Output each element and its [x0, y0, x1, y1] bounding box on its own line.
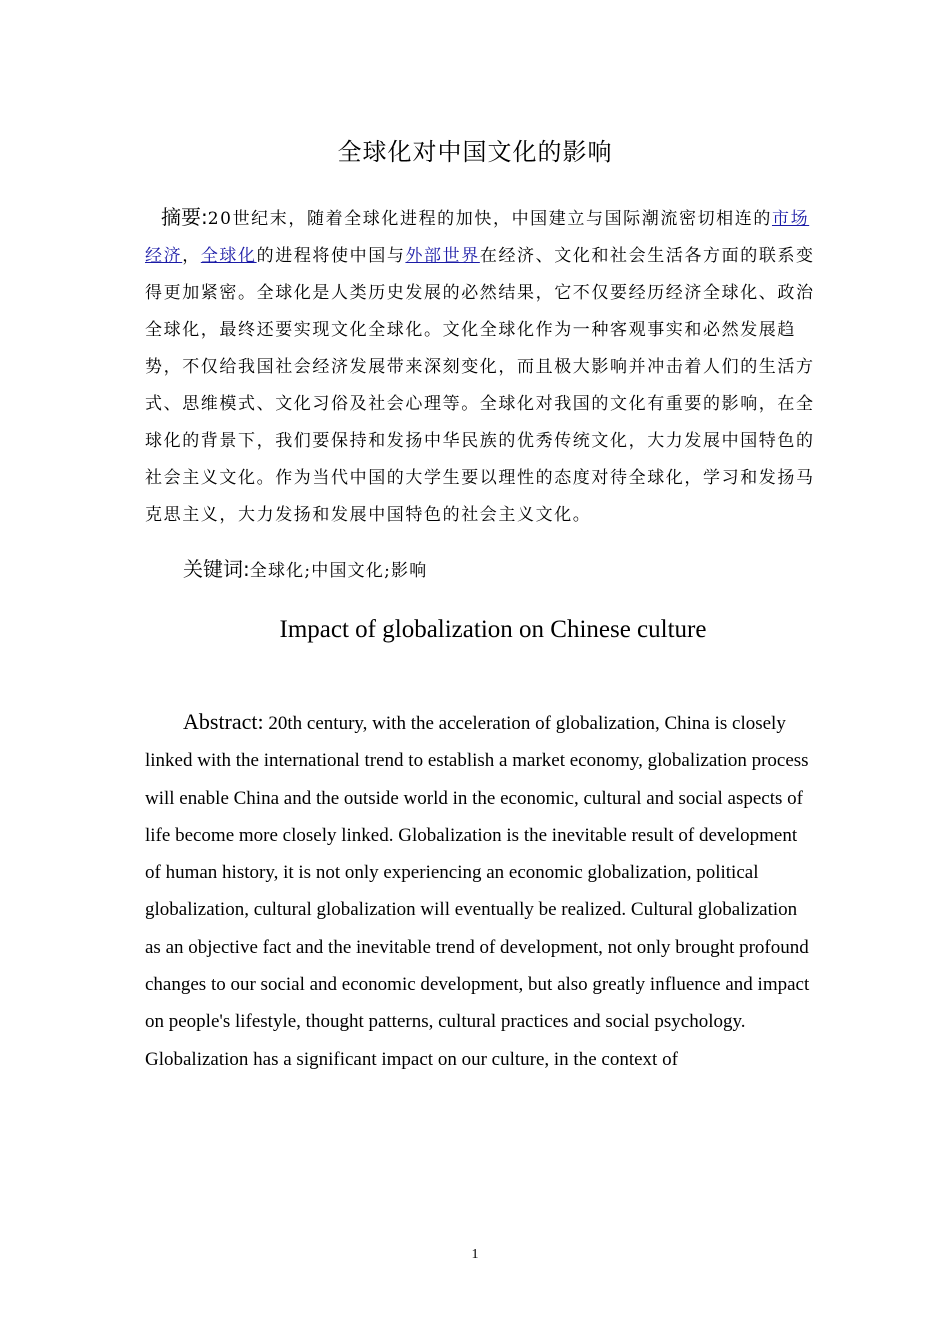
globalization-link[interactable]: 全球化	[200, 246, 257, 266]
page-number: 1	[471, 1247, 479, 1262]
chinese-abstract	[145, 199, 815, 534]
market-economy-link[interactable]: 市场经济	[145, 209, 810, 266]
chinese-abstract-text-3: 的进程将使中国与	[256, 246, 406, 266]
english-abstract	[145, 703, 815, 1078]
chinese-keywords-text: 全球化;中国文化;影响	[249, 561, 428, 581]
chinese-keywords	[183, 553, 427, 582]
chinese-keywords-label: 关键词:	[183, 557, 250, 581]
chinese-title: 全球化对中国文化的影响	[337, 138, 613, 166]
outside-world-link[interactable]: 外部世界	[405, 246, 480, 266]
chinese-abstract-text-4: 在经济、文化和社会生活各方面的联系变得更加紧密。全球化是人类历史发展的必然结果，它不仅要经历经济全球化、政治全球化，最终还要实现文化全球化。文化全球化作为一种客观事实和必然发展趋势，不仅给我国社会经济发展带来深刻变化，而且极大影响并冲击着人们的生活方式、思维模式、文化习俗及社会心理等。全球化对我国的文化有重要的影响，在全球化的背景下，我们要保持和发扬中华民族的优秀传统文化，大力发展中国特色的社会主义文化。作为当代中国的大学生要以理性的态度对待全球化，学习和发扬马克思主义，大力发扬和发展中国特色的社会主义文化。	[145, 246, 815, 525]
english-abstract-label: Abstract:	[183, 709, 264, 734]
chinese-abstract-label: 摘要:	[161, 205, 208, 229]
english-title: Impact of globalization on Chinese culture	[279, 616, 707, 643]
chinese-abstract-text-2: ，	[182, 246, 201, 266]
chinese-abstract-text-1: 20世纪末，随着全球化进程的加快，中国建立与国际潮流密切相连的	[207, 209, 772, 229]
english-abstract-text: 20th century, with the acceleration of globalization, China is closely linked with the international trend to establish a market economy, globalization process will enable China and the outside world in the economic, cultural and social aspects of life become more closely linked. Globalization is the inevitable result of development of human history, it is not only experiencing an economic globalization, political globalization, cultural globalization will eventually be realized. Cultural globalization as an objective fact and the inevitable trend of development, not only brought profound changes to our social and economic development, but also greatly influence and impact on people's lifestyle, thought patterns, cultural practices and social psychology. Globalization has a significant impact on our culture, in the context of	[145, 713, 810, 1070]
